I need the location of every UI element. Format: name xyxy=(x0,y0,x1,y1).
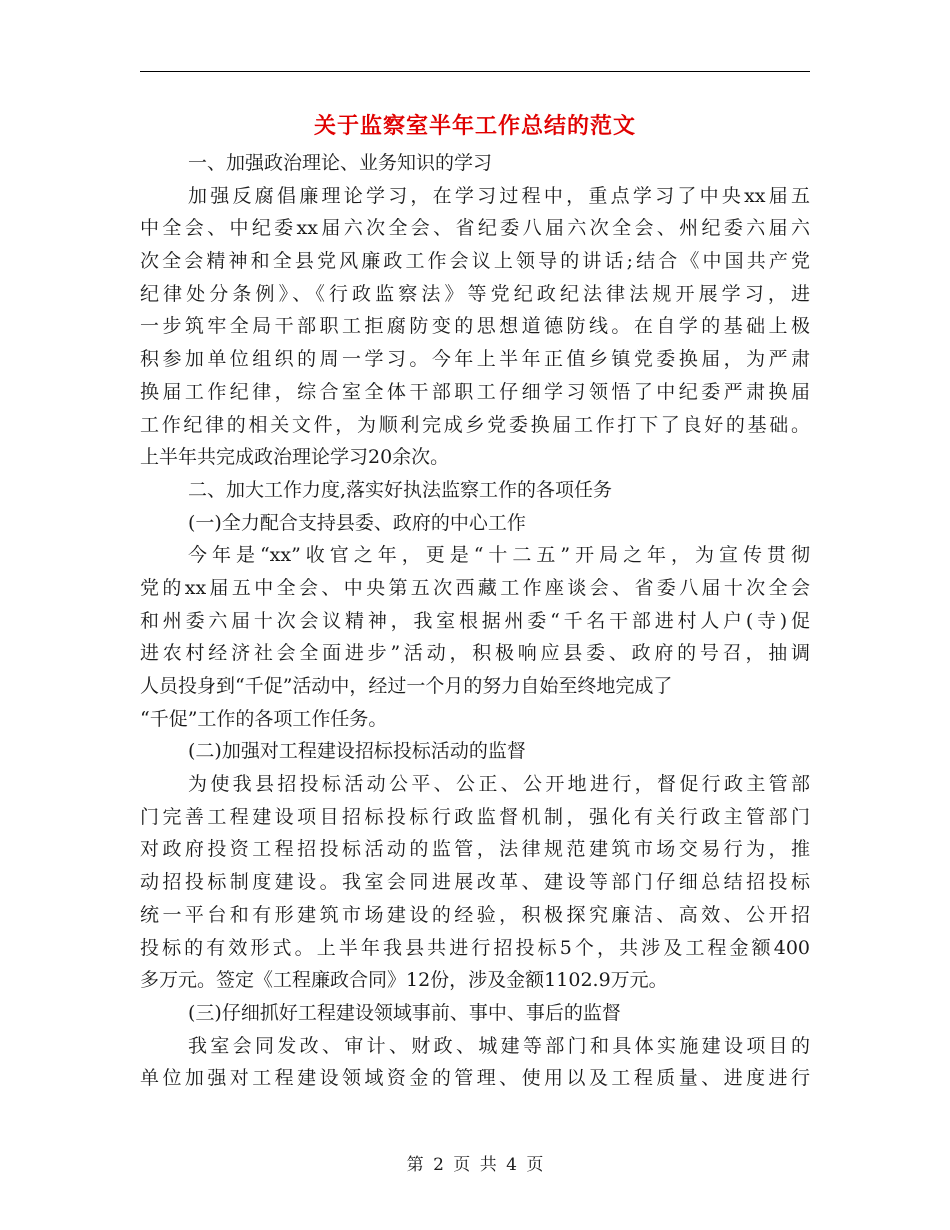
paragraph-line: 上半年共完成政治理论学习20余次。 xyxy=(140,446,450,469)
paragraph-line: 对政府投资工程招投标活动的监管，法律规范建筑市场交易行为，推 xyxy=(140,838,810,861)
header-rule xyxy=(140,71,810,72)
paragraph-line: 次全会精神和全县党风廉政工作会议上领导的讲话;结合《中国共产党 xyxy=(140,250,810,273)
paragraph-line: 门完善工程建设项目招标投标行政监督机制，强化有关行政主管部门 xyxy=(140,805,810,828)
paragraph-line: 和州委六届十次会议精神，我室根据州委“千名干部进村人户(寺)促 xyxy=(140,609,810,632)
paragraph-line: 今年是“xx”收官之年，更是“十二五”开局之年，为宣传贯彻 xyxy=(188,544,810,567)
paragraph-line: 动招投标制度建设。我室会同进展改革、建设等部门仔细总结招投标 xyxy=(140,871,810,894)
paragraph-line: 进农村经济社会全面进步”活动，积极响应县委、政府的号召，抽调 xyxy=(140,642,810,665)
paragraph-line: 积参加单位组织的周一学习。今年上半年正值乡镇党委换届，为严肃 xyxy=(140,348,810,371)
paragraph-line: 人员投身到“千促”活动中，经过一个月的努力自始至终地完成了 xyxy=(140,675,673,697)
paragraph-line: 换届工作纪律，综合室全体干部职工仔细学习领悟了中纪委严肃换届 xyxy=(140,380,810,403)
paragraph-line: 我室会同发改、审计、财政、城建等部门和具体实施建设项目的 xyxy=(188,1034,810,1057)
paragraph-line: 党的xx届五中全会、中央第五次西藏工作座谈会、省委八届十次全会 xyxy=(140,576,810,599)
document-title: 关于监察室半年工作总结的范文 xyxy=(313,113,636,139)
paragraph-line: 多万元。签定《工程廉政合同》12份，涉及金额1102.9万元。 xyxy=(140,969,668,992)
paragraph-line: 加强反腐倡廉理论学习，在学习过程中，重点学习了中央xx届五 xyxy=(188,184,810,207)
paragraph-line: 为使我县招投标活动公平、公正、公开地进行，督促行政主管部 xyxy=(188,773,810,796)
subsection-heading: (三)仔细抓好工程建设领域事前、事中、事后的监督 xyxy=(188,1001,621,1024)
subsection-heading: (二)加强对工程建设招标投标活动的监督 xyxy=(188,740,526,763)
paragraph-line: 一步筑牢全局干部职工拒腐防变的思想道德防线。在自学的基础上极 xyxy=(140,315,810,338)
paragraph-line: 单位加强对工程建设领域资金的管理、使用以及工程质量、进度进行 xyxy=(140,1067,810,1090)
paragraph-line: 统一平台和有形建筑市场建设的经验，积极探究廉洁、高效、公开招 xyxy=(140,903,810,926)
paragraph-line: 投标的有效形式。上半年我县共进行招投标5个，共涉及工程金额400 xyxy=(140,936,810,959)
paragraph-line: “千促”工作的各项工作任务。 xyxy=(140,707,388,730)
section-heading: 二、加大工作力度,落实好执法监察工作的各项任务 xyxy=(188,478,613,501)
page-number-footer: 第 2 页 共 4 页 xyxy=(406,1155,544,1175)
document-body xyxy=(140,147,810,1095)
paragraph-line: 中全会、中纪委xx届六次全会、省纪委八届六次全会、州纪委六届六 xyxy=(140,217,810,240)
paragraph-line: 纪律处分条例》、《行政监察法》等党纪政纪法律法规开展学习，进 xyxy=(140,282,810,305)
section-heading: 一、加强政治理论、业务知识的学习 xyxy=(188,152,493,174)
paragraph-line: 工作纪律的相关文件，为顺利完成乡党委换届工作打下了良好的基础。 xyxy=(140,413,810,436)
subsection-heading: (一)全力配合支持县委、政府的中心工作 xyxy=(188,511,526,534)
